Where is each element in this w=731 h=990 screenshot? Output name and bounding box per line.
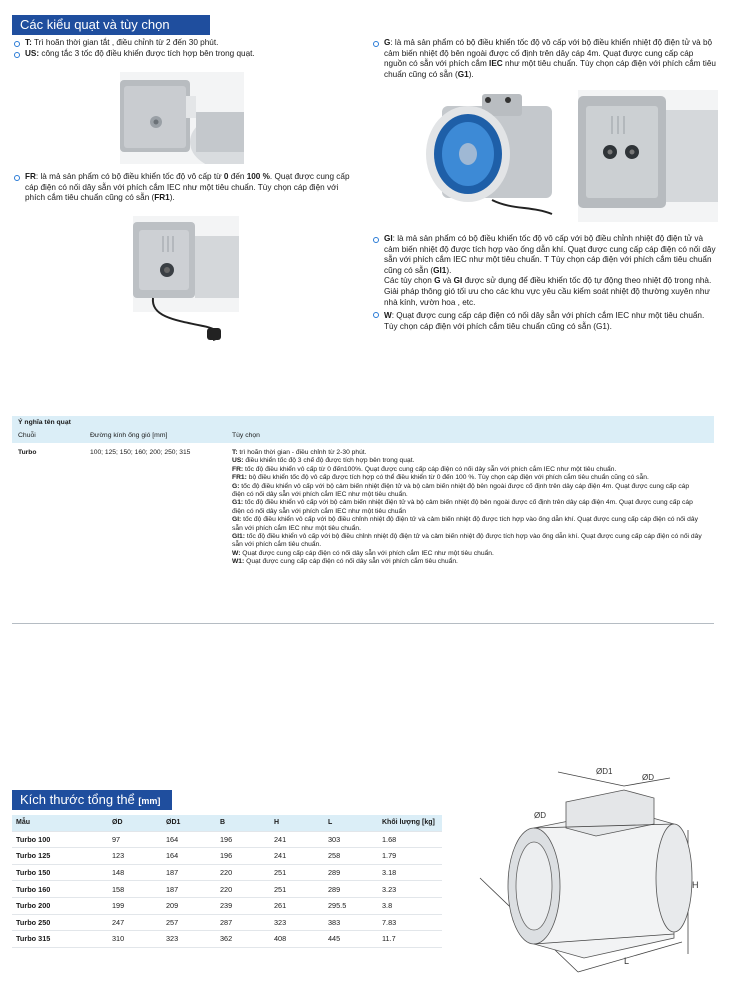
header-diameter: Đường kính ống gió [mm] <box>90 432 168 439</box>
g-fan-photo <box>422 90 566 222</box>
label-h: H <box>692 880 699 890</box>
opt-w: W: Quạt được cung cấp cáp điện có nối dây sẵn với phích cắm IEC như một tiêu chuẩn. <box>232 549 494 557</box>
table-row <box>12 831 442 848</box>
value-cell: 257 <box>162 914 216 931</box>
bullet-icon <box>373 41 379 47</box>
option-item-g: G: là mả sản phẩm có bộ điều khiển tốc độ vô cấp với bộ điều khiển nhiệt độ điện tử và bộ cảm biến nhiệt độ bên ngoài được cố định trên dây cáp 4m. Quạt được cung cấp cáp nguồn có sẵn với phích cắm IEC như một tiêu chuẩn. Tùy chọn cáp điện với phích cắm tiêu chuẩn cũng có sẵn (G1). <box>373 38 717 80</box>
bullet-icon <box>14 175 20 181</box>
types-section-title <box>12 15 210 35</box>
value-cell: 164 <box>162 831 216 848</box>
option-g <box>373 38 717 80</box>
dimensions-header-row <box>12 815 442 831</box>
value-cell: 123 <box>108 848 162 865</box>
option-item-w: W: Quạt được cung cấp cáp điện có nối dây sẵn với phích cắm IEC như một tiêu chuẩn. Tùy chọn cáp điện với phích cắm tiêu chuẩn cũng có sẵn (G1). <box>373 311 717 332</box>
bullet-icon <box>14 52 20 58</box>
value-cell: 187 <box>162 881 216 898</box>
dimensions-unit: [mm] <box>138 796 161 806</box>
header-series: Chuỗi <box>18 432 36 439</box>
value-cell: 251 <box>270 864 324 881</box>
model-cell: Turbo 200 <box>12 897 108 914</box>
model-cell: Turbo 100 <box>12 831 108 848</box>
value-cell: 3.8 <box>378 897 442 914</box>
option-gi <box>373 234 717 332</box>
col-model: Mẫu <box>12 815 108 831</box>
value-cell: 303 <box>324 831 378 848</box>
option-t-us <box>14 38 284 59</box>
value-cell: 3.18 <box>378 864 442 881</box>
col-weight: Khối lượng [kg] <box>378 815 442 831</box>
model-cell: Turbo 150 <box>12 864 108 881</box>
opt-fr1: FR1: bộ điều khiển tốc độ vô cấp được tích hợp có thể điều khiển từ 0 đến 100 %. Tùy chọn cáp điện với phích cắm tiêu chuẩn cũng có sẵn. <box>232 474 649 482</box>
value-cell: 241 <box>270 848 324 865</box>
value-cell: 199 <box>108 897 162 914</box>
dimensions-section-title <box>12 790 172 810</box>
value-cell: 220 <box>216 864 270 881</box>
value-cell: 289 <box>324 864 378 881</box>
label-d: ØD <box>642 773 654 782</box>
opt-g1: G1: tốc độ điều khiển vô cấp với bộ cảm biến nhiệt điện tử và bộ cảm biến nhiệt độ bên ngoài được cố định trên dây cáp điện 4m. Quạt được cung cấp cáp điện có nối dây sẵn với phích cắm IEC như một tiêu chuẩn <box>232 499 693 515</box>
value-cell: 323 <box>162 931 216 948</box>
opt-gi: GI: tốc độ điều khiển vô cấp với bộ điều chỉnh nhiệt độ điện tử và cảm biến nhiệt độ được tích hợp vào ống dẫn khí. Quạt được cung cấp cáp điện có nối dây sẵn với phích cắm IEC như một tiêu chuẩn. <box>232 516 698 532</box>
option-item-t: T: Trì hoãn thời gian tắt , điều chỉnh từ 2 đến 30 phút. <box>14 38 284 49</box>
value-cell: 97 <box>108 831 162 848</box>
label-d-left: ØD <box>534 811 546 820</box>
value-cell: 383 <box>324 914 378 931</box>
value-cell: 310 <box>108 931 162 948</box>
table-row <box>12 848 442 865</box>
fr-fan-photo <box>133 216 239 344</box>
label-d1: ØD1 <box>596 767 613 776</box>
value-cell: 323 <box>270 914 324 931</box>
value-cell: 220 <box>216 881 270 898</box>
opt-fr: FR: tốc độ điều khiển vô cấp từ 0 đến100%. Quạt được cung cấp cáp điện có nối dây sẵn với phích cắm IEC như một tiêu chuẩn. <box>232 465 617 473</box>
value-cell: 251 <box>270 881 324 898</box>
value-cell: 1.79 <box>378 848 442 865</box>
label-l: L <box>624 956 630 966</box>
col-h: H <box>270 815 324 831</box>
value-cell: 287 <box>216 914 270 931</box>
table-row <box>12 864 442 881</box>
meaning-table-title: Ý nghĩa tên quạt <box>12 416 714 429</box>
value-cell: 1.68 <box>378 831 442 848</box>
table-row <box>12 897 442 914</box>
opt-w1: W1: Quạt được cung cấp cáp điện có nối dây sẵn với phích cắm tiêu chuẩn. <box>232 558 458 566</box>
value-cell: 261 <box>270 897 324 914</box>
value-cell: 187 <box>162 864 216 881</box>
option-fr <box>14 172 358 204</box>
value-cell: 148 <box>108 864 162 881</box>
value-cell: 239 <box>216 897 270 914</box>
value-cell: 11.7 <box>378 931 442 948</box>
value-cell: 408 <box>270 931 324 948</box>
dimension-drawing <box>474 758 722 980</box>
value-cell: 362 <box>216 931 270 948</box>
types-section-title-text: Các kiểu quạt và tùy chọn <box>20 17 170 32</box>
value-cell: 209 <box>162 897 216 914</box>
col-b: B <box>216 815 270 831</box>
opt-t: T: trì hoãn thời gian - điều chỉnh từ 2-30 phút. <box>232 449 367 456</box>
option-item-us: US: công tắc 3 tốc độ điều khiển được tích hợp bên trong quạt. <box>14 49 284 60</box>
value-cell: 241 <box>270 831 324 848</box>
row-series: Turbo <box>18 449 37 456</box>
value-cell: 196 <box>216 848 270 865</box>
option-item-fr: FR: là mả sản phẩm có bộ điều khiển tốc độ vô cấp từ 0 đến 100 %. Quạt được cung cấp cáp điện có nối dây sẵn với phích cắm IEC như một tiêu chuẩn. Tùy chọn cáp điện với phích cắm tiêu chuẩn cũng có sẵn (FR1). <box>14 172 358 204</box>
us-fan-photo <box>120 72 244 164</box>
table-row <box>12 881 442 898</box>
model-cell: Turbo 125 <box>12 848 108 865</box>
table-row <box>12 914 442 931</box>
g-control-photo <box>578 90 718 222</box>
bullet-icon <box>373 237 379 243</box>
value-cell: 247 <box>108 914 162 931</box>
row-options <box>232 449 702 567</box>
dimensions-title-text: Kích thước tổng thể <box>20 792 135 807</box>
header-options: Tùy chọn <box>232 432 260 439</box>
value-cell: 445 <box>324 931 378 948</box>
meaning-table-header <box>12 429 714 443</box>
table-row <box>12 931 442 948</box>
model-cell: Turbo 250 <box>12 914 108 931</box>
value-cell: 289 <box>324 881 378 898</box>
col-d: ØD <box>108 815 162 831</box>
opt-g: G: tốc độ điều khiển vô cấp với bộ cảm biến nhiệt điện tử và bộ cảm biến nhiệt độ bên ngoài được cố định trên dây cáp điện 4m. Quạt được cung cấp cáp điện có nối dây sẵn với phích cắm IEC như một tiêu chuẩn. <box>232 482 690 499</box>
meaning-table-row <box>12 443 714 624</box>
value-cell: 258 <box>324 848 378 865</box>
meaning-table <box>12 416 714 624</box>
value-cell: 196 <box>216 831 270 848</box>
model-cell: Turbo 160 <box>12 881 108 898</box>
value-cell: 295.5 <box>324 897 378 914</box>
bullet-icon <box>373 312 379 318</box>
dimensions-table <box>12 815 442 948</box>
value-cell: 164 <box>162 848 216 865</box>
col-d1: ØD1 <box>162 815 216 831</box>
value-cell: 158 <box>108 881 162 898</box>
bullet-icon <box>14 41 20 47</box>
opt-us: US: điều khiển tốc độ 3 chế độ được tích hợp bên trong quạt. <box>232 457 415 465</box>
col-l: L <box>324 815 378 831</box>
value-cell: 7.83 <box>378 914 442 931</box>
opt-gi1: GI1: tốc độ điều khiển vô cấp với bộ điều chỉnh nhiệt độ điện tử và cảm biến nhiệt độ được tích hợp vào ống dẫn khí. Quạt được cung cấp cáp điện có nối dây sẵn với phích cắm tiêu chuẩn. <box>232 533 702 549</box>
value-cell: 3.23 <box>378 881 442 898</box>
dimensions-body <box>12 831 442 947</box>
option-item-gi: GI: là mả sản phẩm có bộ điều khiển tốc độ vô cấp với bộ điều chỉnh nhiệt độ điện tử và cảm biến nhiệt độ được tích hợp vào ống dẫn khí. Quạt được cung cấp cáp điện có nối dây sẵn với phích cắm IEC như một tiêu chuẩn. T Tùy chọn cáp điện với phích cắm tiêu chuẩn cũng có sẵn (GI1). Các tùy chọn G và GI được sử dụng để điều khiển tốc độ tự động theo nhiệt độ trong nhà. Giải pháp thông gió tối ưu cho các khu vực yêu cầu kiểm soát nhiệt độ thường xuyên như nhà kính, vườn hoa , etc. <box>373 234 717 308</box>
row-diameters: 100; 125; 150; 160; 200; 250; 315 <box>90 449 191 456</box>
model-cell: Turbo 315 <box>12 931 108 948</box>
